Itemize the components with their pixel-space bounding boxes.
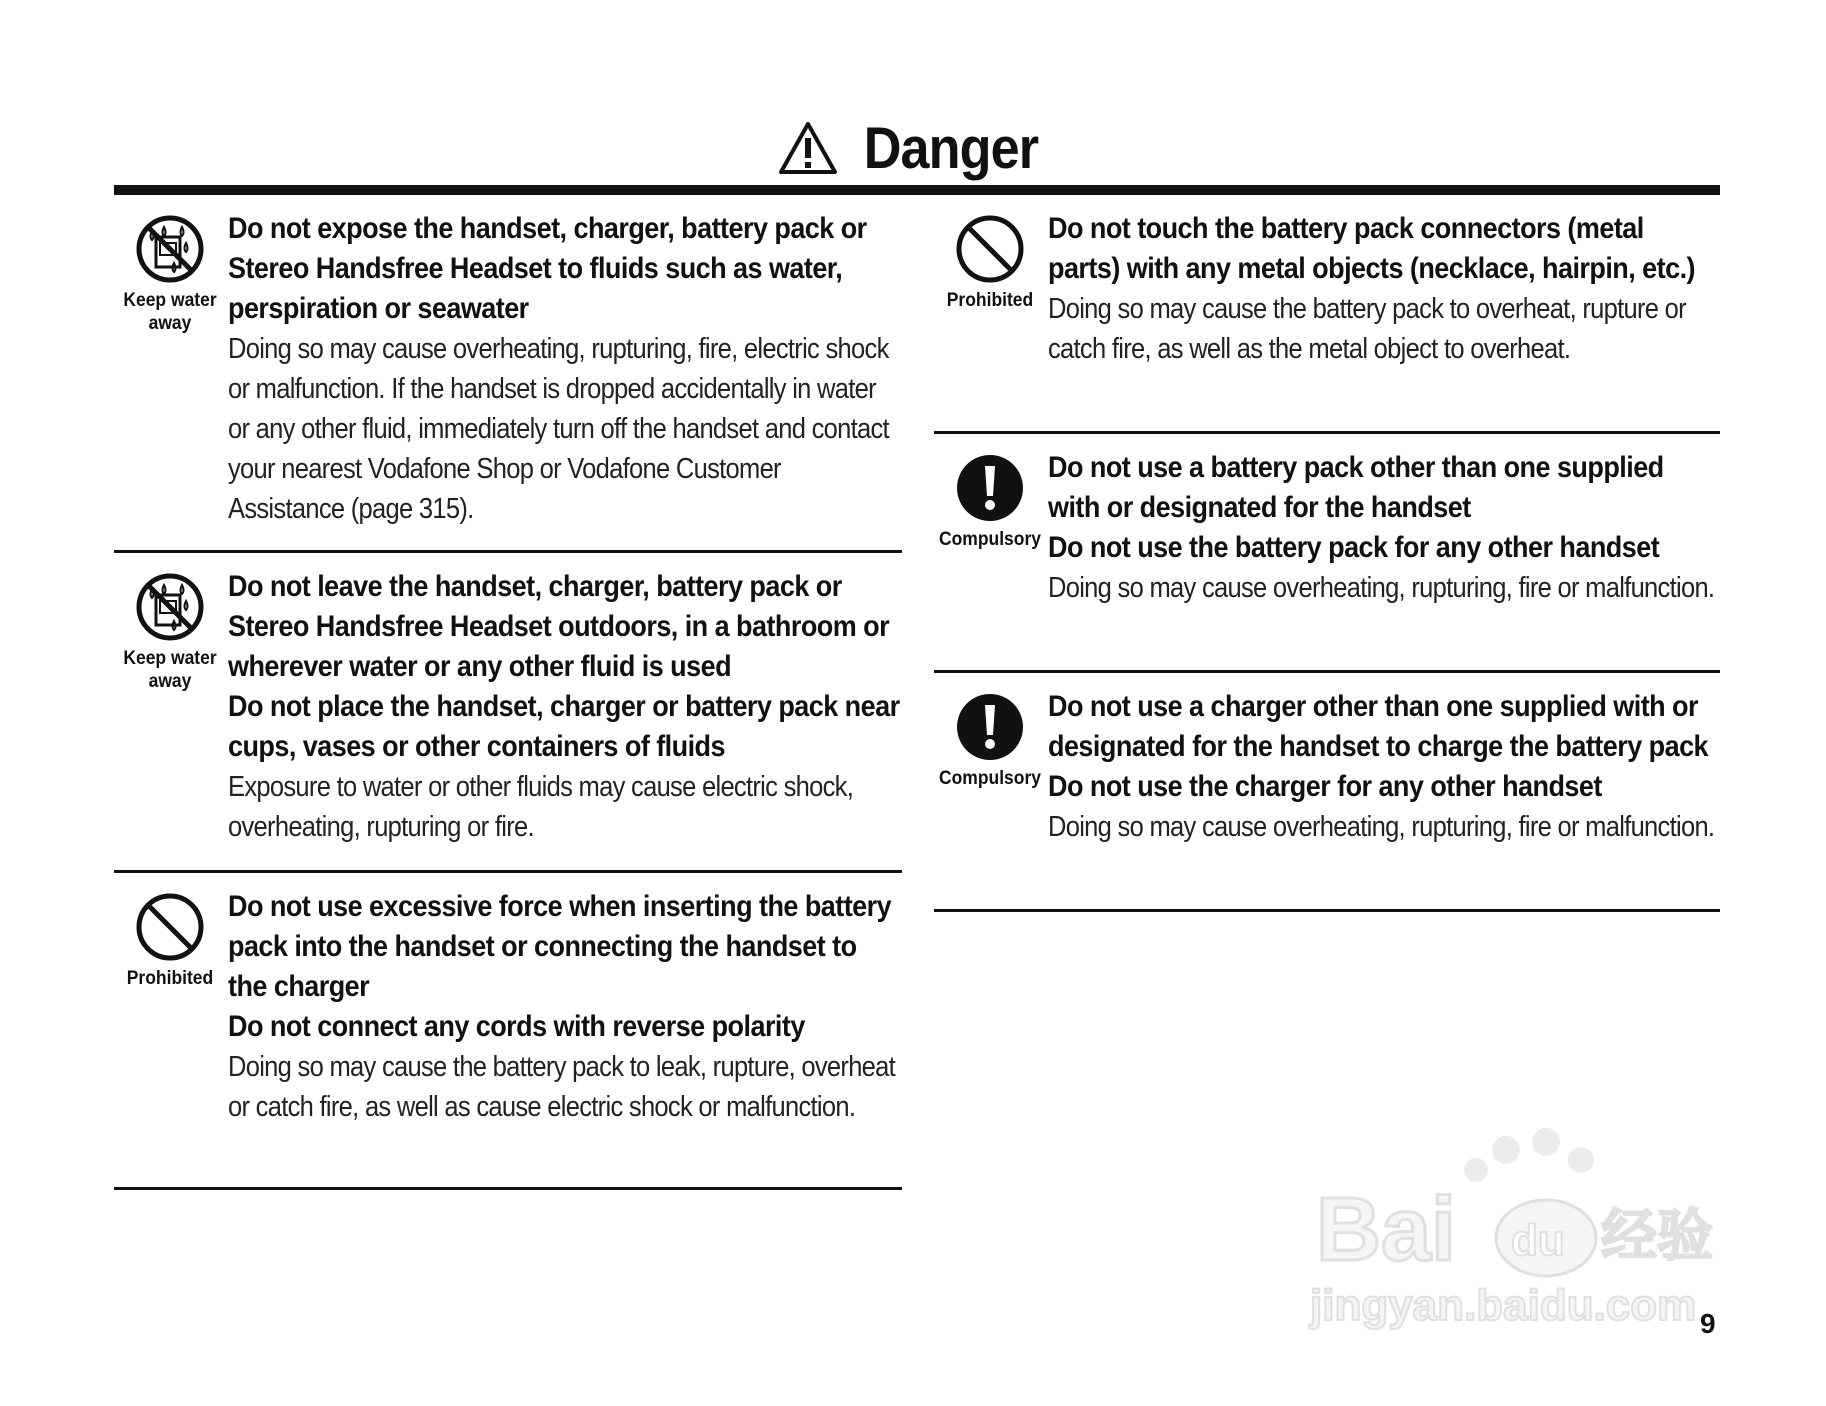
entry-body [1048,195,1720,385]
symbol-label: away [148,313,192,334]
danger-entry [114,553,902,873]
watermark-text: du [1511,1216,1565,1265]
entry-text: Doing so may cause overheating, rupturing, fire or malfunction. [1048,572,1715,604]
symbol [934,213,1046,312]
right-column [934,195,1720,912]
danger-entry [934,673,1720,912]
title-rule [114,185,1720,195]
watermark-url: jingyan.baidu.com [1310,1281,1697,1330]
symbol [934,452,1046,551]
entry-text: Doing so may cause the battery pack to leak, rupture, overheat or catch fire, as well as cause electric shock or malfunction. [228,1051,896,1123]
symbol-label: Keep water [123,648,217,669]
page-title [0,108,1826,188]
danger-entry [934,434,1720,673]
entry-text: Exposure to water or other fluids may cause electric shock, overheating, rupturing or fire. [228,771,854,843]
left-column [114,195,902,1190]
warning-triangle-icon [778,121,838,175]
prohibited-icon [134,891,206,963]
watermark-text: Bai [1316,1180,1457,1280]
baidu-watermark [1296,1120,1726,1340]
entry-heading: Do not expose the handset, charger, battery pack or Stereo Handsfree Headset to fluids such as water, perspiration or seawater [228,212,867,325]
symbol [114,891,226,990]
entry-body [1048,673,1720,863]
entry-heading-2: Do not use the battery pack for any other handset [1048,531,1660,564]
entry-text: Doing so may cause overheating, rupturing, fire or malfunction. [1048,811,1715,843]
symbol-label: Prohibited [126,968,214,989]
keep-water-away-icon [134,213,206,285]
symbol-label: Keep water [123,290,217,311]
prohibited-icon [954,213,1026,285]
entry-text: Doing so may cause overheating, rupturing, fire, electric shock or malfunction. If the handset is dropped accidentally in water or any other fluid, immediately turn off the handset and contact your nearest Vodafone Shop or Vodafone Customer Assistance (page 315). [228,333,889,525]
danger-entry [934,195,1720,434]
symbol-label: Compulsory [938,529,1041,550]
entry-heading: Do not use a battery pack other than one supplied with or designated for the handset [1048,451,1664,524]
entry-heading: Do not touch the battery pack connectors (metal parts) with any metal objects (necklace, hairpin, etc.) [1048,212,1696,285]
danger-entry [114,873,902,1190]
symbol-label: Prohibited [946,290,1034,311]
entry-heading-2: Do not connect any cords with reverse polarity [228,1010,805,1043]
watermark-text: 经验 [1601,1204,1713,1269]
title-text: Danger [863,115,1039,181]
keep-water-away-icon [134,571,206,643]
entry-body [228,873,902,1143]
entry-text: Doing so may cause the battery pack to overheat, rupture or catch fire, as well as the metal object to overheat. [1048,293,1686,365]
symbol-label: Compulsory [938,768,1041,789]
entry-heading-2: Do not place the handset, charger or battery pack near cups, vases or other containers of fluids [228,690,900,763]
entry-heading: Do not use excessive force when inserting the battery pack into the handset or connecting the handset to the charger [228,890,892,1003]
page-number: 9 [1700,1308,1716,1339]
entry-heading: Do not use a charger other than one supplied with or designated for the handset to charge the battery pack [1048,690,1709,763]
entry-body [228,553,902,863]
entry-body [1048,434,1720,624]
entry-heading: Do not leave the handset, charger, battery pack or Stereo Handsfree Headset outdoors, in a bathroom or wherever water or any other fluid is used [228,570,890,683]
compulsory-icon [954,691,1026,763]
compulsory-icon [954,452,1026,524]
symbol [114,213,226,335]
entry-heading-2: Do not use the charger for any other handset [1048,770,1602,803]
danger-entry [114,195,902,553]
symbol [114,571,226,693]
symbol [934,691,1046,790]
entry-body [228,195,902,545]
symbol-label: away [148,671,192,692]
